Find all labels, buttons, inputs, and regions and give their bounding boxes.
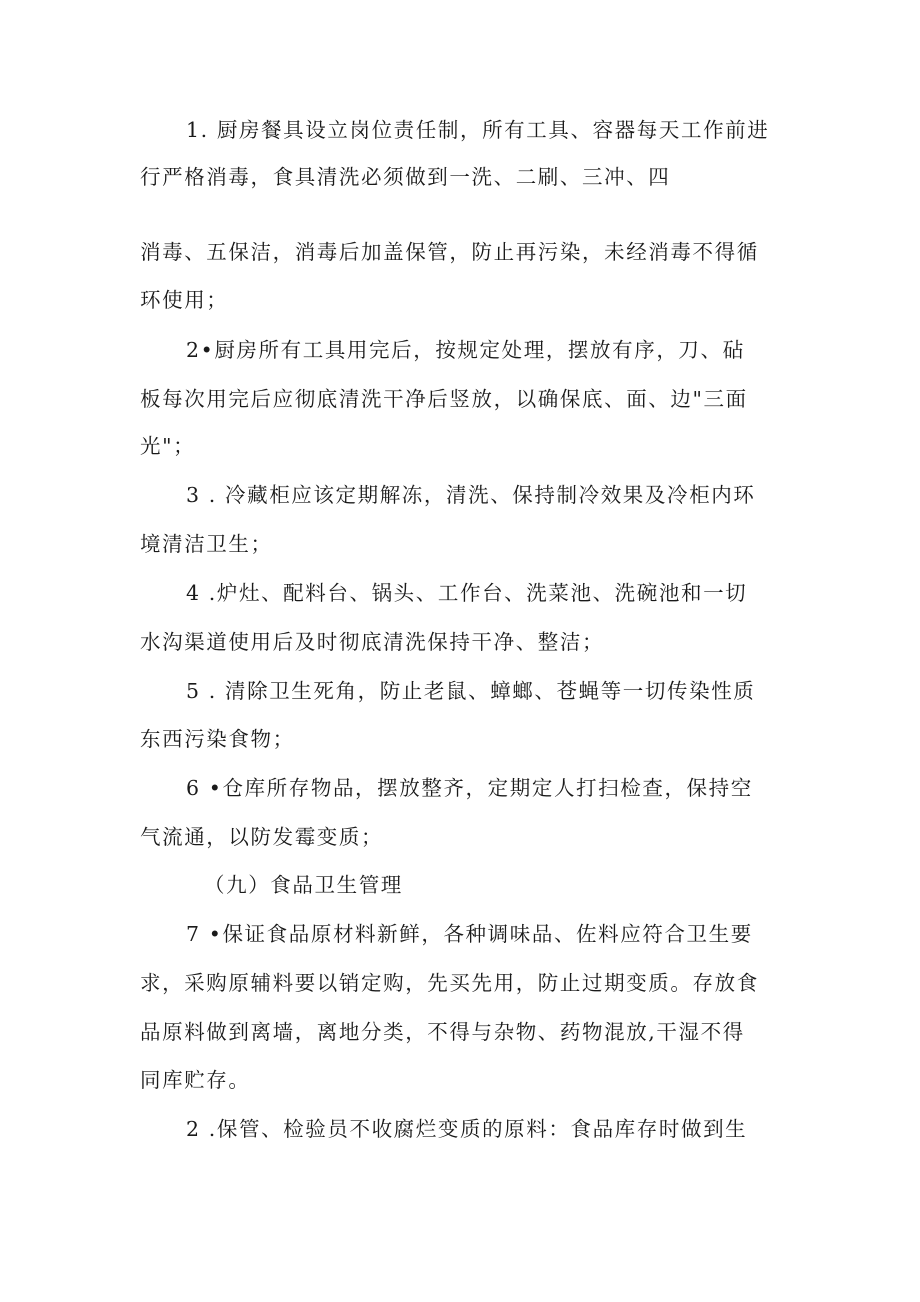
paragraph-7-line-4: 同库贮存。 <box>140 1068 251 1092</box>
paragraph-2-line-2: 板每次用完后应彻底清洗干净后竖放，以确保底、面、边"三面 <box>140 387 748 411</box>
paragraph-7-line-2: 求，采购原辅料要以销定购，先买先用，防止过期变质。存放食 <box>140 971 759 995</box>
paragraph-2-line-1: 2•厨房所有工具用完后，按规定处理，摆放有序，刀、砧 <box>186 338 745 362</box>
paragraph-7-line-3: 品原料做到离墙，离地分类，不得与杂物、药物混放,干湿不得 <box>140 1020 745 1044</box>
paragraph-5-line-1: 5 . 清除卫生死角，防止老鼠、蟑螂、苍蝇等一切传染性质 <box>186 679 756 703</box>
paragraph-6-line-1: 6 •仓库所存物品，摆放整齐，定期定人打扫检查，保持空 <box>186 776 753 800</box>
paragraph-3-line-2: 境清洁卫生； <box>140 532 273 556</box>
paragraph-4-line-1: 4 .炉灶、配料台、锅头、工作台、洗菜池、洗碗池和一切 <box>186 581 748 605</box>
paragraph-6-line-2: 气流通，以防发霉变质； <box>140 825 384 849</box>
paragraph-1-line-1: 1. 厨房餐具设立岗位责任制，所有工具、容器每天工作前进 <box>186 118 770 142</box>
paragraph-5-line-2: 东西污染食物； <box>140 727 295 751</box>
paragraph-4-line-2: 水沟渠道使用后及时彻底清洗保持干净、整洁； <box>140 630 605 654</box>
paragraph-3-line-1: 3 . 冷藏柜应该定期解冻，清洗、保持制冷效果及冷柜内环 <box>186 483 756 507</box>
paragraph-1-line-3: 消毒、五保洁，消毒后加盖保管，防止再污染，未经消毒不得循 <box>140 240 759 264</box>
paragraph-8-line-1: 2 .保管、检验员不收腐烂变质的原料：食品库存时做到生 <box>186 1117 748 1141</box>
paragraph-1-line-4: 环使用； <box>140 288 229 312</box>
paragraph-7-line-1: 7 •保证食品原材料新鲜，各种调味品、佐料应符合卫生要 <box>186 922 753 946</box>
paragraph-1-line-2: 行严格消毒，食具清洗必须做到一洗、二刷、三冲、四 <box>140 165 671 189</box>
section-heading: （九）食品卫生管理 <box>204 873 403 897</box>
paragraph-2-line-3: 光"； <box>140 434 196 458</box>
